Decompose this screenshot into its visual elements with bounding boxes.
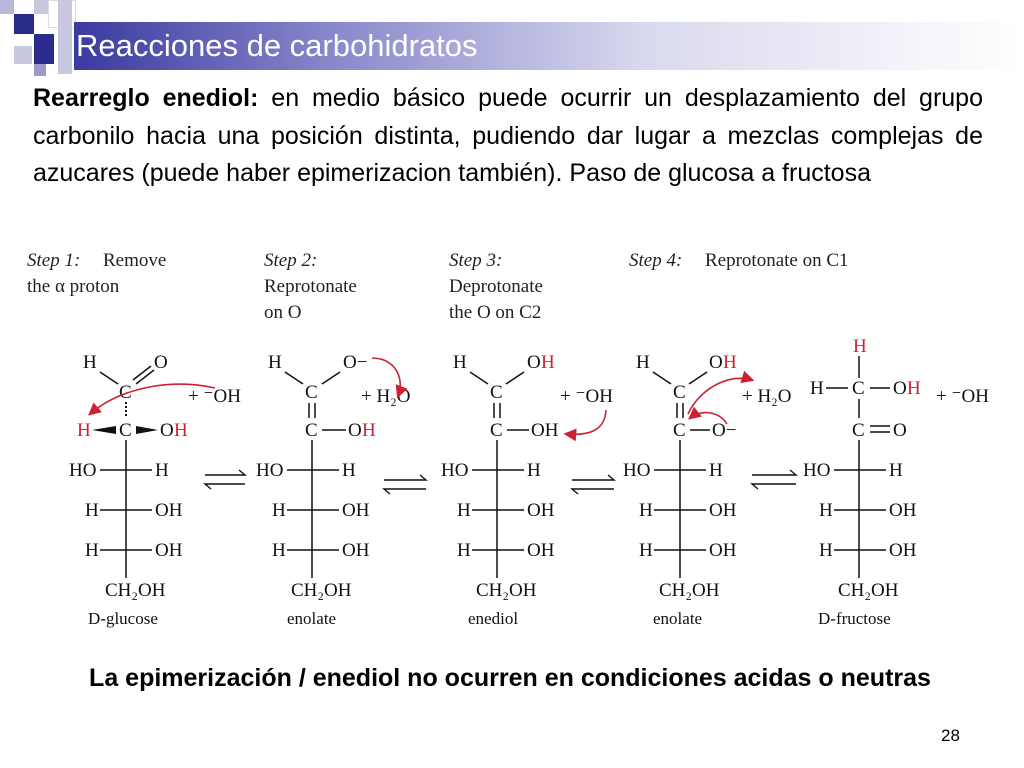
atom-h: H [819, 500, 833, 521]
atom-h: H [272, 540, 286, 561]
structure-enediol [441, 352, 613, 628]
deco-square [58, 0, 72, 74]
slide-title: Reacciones de carbohidratos [76, 28, 478, 63]
atom-h: H [636, 352, 650, 373]
step-4-line-1: Reprotonate on C1 [705, 250, 849, 271]
atom-oh: OH [155, 540, 183, 561]
atom-c1: C [490, 382, 503, 403]
atom-ch2oh: CH₂OH [105, 580, 166, 601]
atom-oh: OH [889, 500, 917, 521]
structure-name: enolate [287, 609, 337, 628]
atom-o-minus: O− [712, 420, 737, 441]
equilibrium-arrow [205, 470, 245, 489]
step-4-label [629, 250, 849, 271]
atom-oh: OH [889, 540, 917, 561]
equilibrium-arrow [752, 470, 796, 489]
atom-c2: C [305, 420, 318, 441]
atom-h: H [819, 540, 833, 561]
atom-o: O [154, 352, 168, 373]
deco-square [14, 46, 32, 64]
atom-ch2oh: CH₂OH [659, 580, 720, 601]
atom-oh: OH [155, 500, 183, 521]
structure-enolate-2 [623, 352, 792, 628]
step-2-label [264, 250, 357, 323]
step-3-title: Step 3: [449, 250, 503, 271]
atom-c2: C [852, 420, 865, 441]
atom-ho: HO [256, 460, 284, 481]
atom-ch2oh: CH₂OH [476, 580, 537, 601]
atom-h: H [272, 500, 286, 521]
step-4-title: Step 4: [629, 250, 683, 271]
body-bold-lead: Rearreglo enediol: [33, 84, 259, 112]
atom-o-minus: O− [343, 352, 368, 373]
atom-oh: OH [527, 500, 555, 521]
atom-h: H [709, 460, 723, 481]
atom-h: H [453, 352, 467, 373]
deco-square [0, 0, 14, 14]
atom-c1: C [673, 382, 686, 403]
atom-h: H [889, 460, 903, 481]
step-3-label [449, 250, 543, 323]
equilibrium-arrow [572, 475, 614, 494]
atom-h: H [85, 540, 99, 561]
atom-o2: O [348, 420, 362, 441]
atom-oh: OH [342, 540, 370, 561]
atom-o: O [709, 352, 723, 373]
atom-ch2oh: CH₂OH [291, 580, 352, 601]
atom-h: H [342, 460, 356, 481]
atom-h: H [85, 500, 99, 521]
reagent-3: + ⁻OH [560, 386, 613, 407]
atom-ho: HO [441, 460, 469, 481]
body-paragraph [33, 80, 983, 193]
step-1-label [27, 250, 166, 297]
atom-h: H [457, 500, 471, 521]
atom-h-o: H [907, 378, 921, 399]
atom-o2: O [893, 420, 907, 441]
atom-h: H [457, 540, 471, 561]
atom-c2: C [119, 420, 132, 441]
atom-oh: OH [527, 540, 555, 561]
atom-h-o: H [541, 352, 555, 373]
deco-square [34, 64, 46, 76]
structure-d-glucose [69, 352, 241, 628]
atom-oh: OH [709, 540, 737, 561]
atom-o2: O [160, 420, 174, 441]
structure-d-fructose [803, 336, 989, 628]
atom-h-o: H [723, 352, 737, 373]
atom-ho: HO [69, 460, 97, 481]
step-3-line-2: the O on C2 [449, 302, 542, 323]
atom-ch2oh: CH₂OH [838, 580, 899, 601]
atom-h-o2: H [362, 420, 376, 441]
step-2-line-1: Reprotonate [264, 276, 357, 297]
atom-h-alpha: H [77, 420, 91, 441]
atom-oh: OH [709, 500, 737, 521]
atom-o: O [893, 378, 907, 399]
step-1-title: Step 1: [27, 250, 81, 271]
atom-c2: C [673, 420, 686, 441]
atom-h: H [83, 352, 97, 373]
body-text: en medio básico puede ocurrir un desplazamiento del grupo carbonilo hacia una posición distinta, pudiendo dar lugar a mezclas complejas de azucares (puede haber epimerizacion también). Paso de glucosa a fructosa [33, 84, 983, 187]
footer-note: La epimerización / enediol no ocurren en condiciones acidas o neutras [89, 664, 931, 692]
atom-h: H [155, 460, 169, 481]
page-number: 28 [941, 726, 960, 745]
atom-c1: C [852, 378, 865, 399]
atom-h: H [527, 460, 541, 481]
atom-o: O [527, 352, 541, 373]
enediol-rearrangement-diagram [0, 238, 1024, 638]
structure-name: enolate [653, 609, 703, 628]
atom-h: H [639, 540, 653, 561]
deco-square [34, 0, 48, 14]
equilibrium-arrow [384, 475, 426, 494]
atom-h-o2: H [174, 420, 188, 441]
atom-h-top: H [853, 336, 867, 357]
reagent-5: + ⁻OH [936, 386, 989, 407]
atom-c2: C [490, 420, 503, 441]
structure-name: D-glucose [88, 609, 158, 628]
atom-ho: HO [803, 460, 831, 481]
step-2-title: Step 2: [264, 250, 318, 271]
atom-oh: OH [531, 420, 559, 441]
step-1-line-2: the α proton [27, 276, 120, 297]
structure-name: enediol [468, 609, 519, 628]
atom-ho: HO [623, 460, 651, 481]
reagent-2: + H₂O [361, 386, 411, 407]
deco-square [14, 14, 34, 34]
structure-name: D-fructose [818, 609, 891, 628]
reagent-4: + H₂O [742, 386, 792, 407]
deco-square [34, 34, 54, 64]
step-2-line-2: on O [264, 302, 302, 323]
atom-c1: C [119, 382, 132, 403]
atom-h: H [639, 500, 653, 521]
step-1-line-1: Remove [103, 250, 167, 271]
reagent-1: + ⁻OH [188, 386, 241, 407]
step-3-line-1: Deprotonate [449, 276, 543, 297]
atom-h: H [810, 378, 824, 399]
atom-oh: OH [342, 500, 370, 521]
atom-c1: C [305, 382, 318, 403]
atom-h: H [268, 352, 282, 373]
structure-enolate-1 [256, 352, 411, 628]
